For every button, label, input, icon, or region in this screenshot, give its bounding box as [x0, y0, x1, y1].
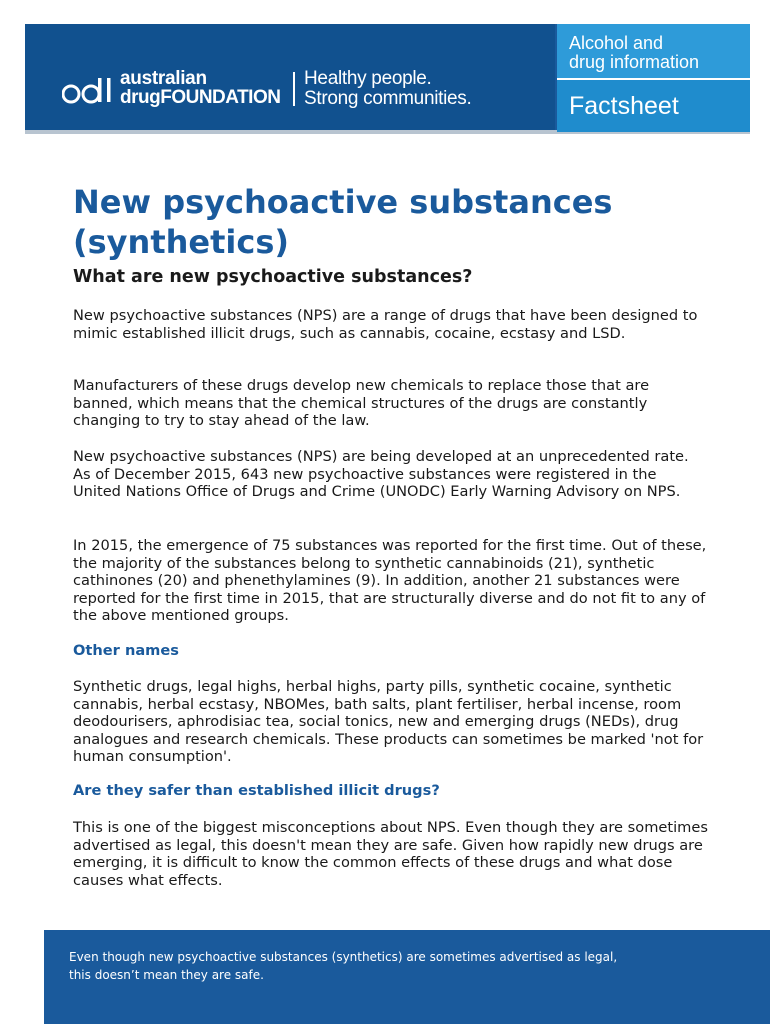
section-heading-other-names: Other names [73, 642, 179, 659]
paragraph-2015-emergence: In 2015, the emergence of 75 substances was reported for the first time. Out of these, the majority of the substances belong to synthetic cannabinoids (21), synthetic cathinones (20) and phenethylamines (9). In addition, another 21 substances were reported for the first time in 2015, that are structurally diverse and do not fit to any of the above mentioned groups. [73, 537, 707, 625]
logo-word-drugfoundation: drugFOUNDATION [120, 87, 281, 108]
doc-type-label: Factsheet [569, 92, 679, 120]
paragraph-intro: New psychoactive substances (NPS) are a range of drugs that have been designed to mimic established illicit drugs, such as cannabis, cocaine, ecstasy and LSD. [73, 307, 698, 342]
section-heading-what-are-nps: What are new psychoactive substances? [73, 267, 473, 287]
header-divider [293, 72, 295, 106]
paragraph-development-rate: New psychoactive substances (NPS) are being developed at an unprecedented rate. As of December 2015, 643 new psychoactive substances were registered in the United Nations Office of Drugs and Crime (UNODC) Early Warning Advisory on NPS. [73, 448, 689, 501]
callout-box [44, 930, 770, 1024]
tagline-line-1: Healthy people. [304, 68, 432, 89]
page-title: New psychoactive substances (synthetics) [73, 183, 613, 261]
paragraph-other-names: Synthetic drugs, legal highs, herbal highs, party pills, synthetic cocaine, synthetic cannabis, herbal ecstasy, NBOMes, bath salts, plant fertiliser, herbal incense, room deodourisers, aphrodisiac tea, social tonics, new and emerging drugs (NEDs), drug analogues and research chemicals. These products can sometimes be marked 'not for human consumption'. [73, 678, 704, 766]
doc-type-box [557, 78, 750, 132]
category-line-1: Alcohol and [569, 33, 664, 53]
paragraph-manufacturers: Manufacturers of these drugs develop new chemicals to replace those that are banned, which means that the chemical structures of the drugs are constantly changing to try to stay ahead of the law. [73, 377, 650, 430]
adf-logo [62, 68, 292, 108]
header-banner [25, 24, 750, 134]
tagline-line-2: Strong communities. [304, 88, 472, 109]
adf-logo-icon [62, 78, 116, 104]
callout-text: Even though new psychoactive substances (synthetics) are sometimes advertised as legal, this doesn’t mean they are safe. [69, 950, 618, 982]
category-line-2: drug information [569, 52, 700, 72]
logo-word-australian: australian [120, 68, 207, 89]
category-box [557, 24, 750, 78]
paragraph-safer: This is one of the biggest misconceptions about NPS. Even though they are sometimes advertised as legal, this doesn't mean they are safe. Given how rapidly new drugs are emerging, it is difficult to know the common effects of these drugs and what dose causes what effects. [73, 819, 708, 889]
section-heading-safer: Are they safer than established illicit drugs? [73, 782, 440, 799]
